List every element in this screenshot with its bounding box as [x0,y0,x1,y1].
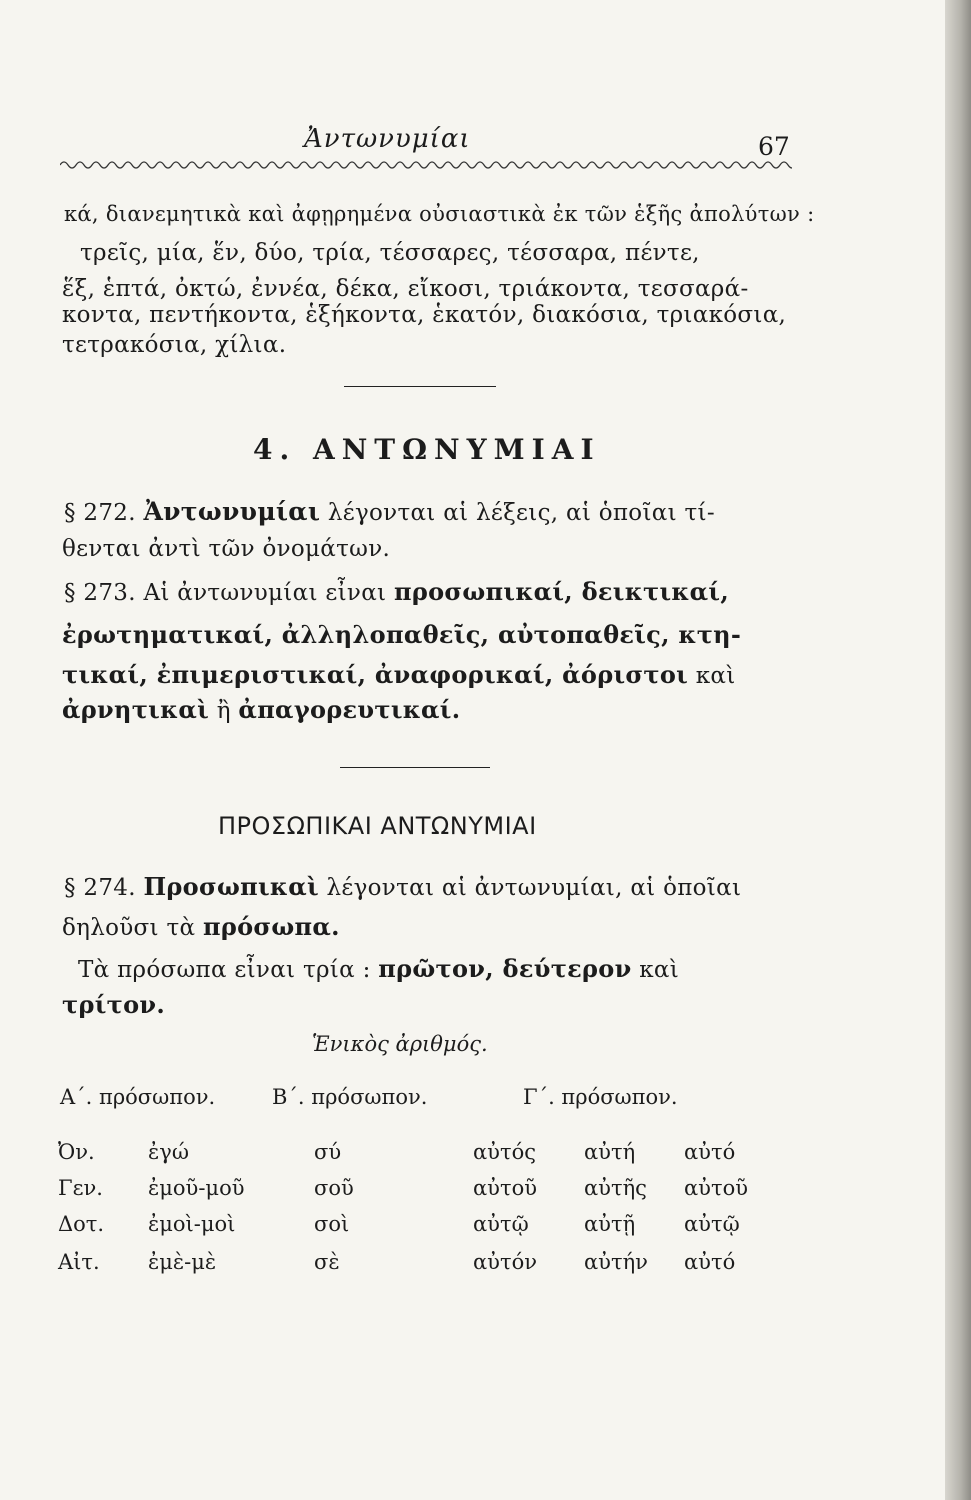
persons-line-1 [78,954,679,983]
term-bold: πρῶτον, δεύτερον [378,954,632,983]
case-label: Γεν. [58,1176,103,1200]
section-divider [340,767,490,768]
section-heading: 4. ΑΝΤΩΝΥΜΙΑΙ [253,433,601,466]
third-person-feminine: αὐτῆς [584,1176,647,1200]
third-person-masculine: αὐτόν [473,1250,537,1274]
intro-line-3: ἕξ, ἑπτά, ὀκτώ, ἐννέα, δέκα, εἴκοσι, τριάκοντα, τεσσαρά- [62,276,749,302]
paragraph-274-line-2 [62,912,340,941]
paragraph-text: δηλοῦσι τὰ [62,915,196,941]
paragraph-text: Αἱ ἀντωνυμίαι εἶναι [143,580,387,606]
term-bold: ἀπαγορευτικαί. [238,695,461,724]
column-header-second-person: Β΄. πρόσωπον. [272,1085,428,1109]
running-title: Ἀντωνυμίαι [304,124,471,154]
paragraph-273-line-2: ἐρωτηματικαί, ἀλληλοπαθεῖς, αὐτοπαθεῖς, κτη- [62,620,742,649]
third-person-feminine: αὐτήν [584,1250,648,1274]
case-label: Δοτ. [58,1212,105,1236]
third-person-neuter: αὐτό [684,1250,736,1274]
paragraph-273-line-3 [62,660,736,689]
paragraph-text: καὶ [695,663,736,689]
book-spine-shadow [945,0,971,1500]
second-person-form: σύ [314,1140,342,1164]
third-person-masculine: αὐτῷ [473,1212,529,1236]
header-rule [60,158,792,172]
case-label: Αἰτ. [58,1250,100,1274]
number-label: Ἑνικὸς ἀριθμός. [312,1032,488,1056]
third-person-masculine: αὐτός [473,1140,536,1164]
first-person-form: ἐμοὶ-μοὶ [148,1212,236,1236]
paragraph-text: λέγονται αἱ λέξεις, αἱ ὁποῖαι τί- [327,500,715,526]
paragraph-number: § 272. [64,500,136,526]
subsection-heading: ΠΡΟΣΩΠΙΚΑΙ ΑΝΤΩΝΥΜΙΑΙ [218,812,537,840]
paragraph-text: καὶ [639,957,680,983]
case-label: Ὀν. [58,1140,95,1164]
term-bold: ἀρνητικαὶ [62,695,210,724]
paragraph-272-line-2: θενται ἀντὶ τῶν ὀνομάτων. [62,536,391,562]
first-person-form: ἐμοῦ-μοῦ [148,1176,245,1200]
persons-line-2: τρίτον. [62,990,165,1019]
section-divider [344,386,496,387]
term-bold: Ἀντωνυμίαι [143,497,321,526]
intro-line-2: τρεῖς, μία, ἕν, δύο, τρία, τέσσαρες, τέσσαρα, πέντε, [80,240,700,266]
second-person-form: σοῦ [314,1176,354,1200]
paragraph-272-line-1 [64,497,715,526]
first-person-form: ἐμὲ-μὲ [148,1250,217,1274]
first-person-form: ἐγώ [148,1140,189,1164]
paragraph-text: ἢ [216,698,231,724]
third-person-neuter: αὐτό [684,1140,736,1164]
third-person-feminine: αὐτή [584,1140,636,1164]
column-header-third-person: Γ΄. πρόσωπον. [523,1085,678,1109]
term-bold: πρόσωπα. [202,912,340,941]
third-person-feminine: αὐτῇ [584,1212,636,1236]
paragraph-text: λέγονται αἱ ἀντωνυμίαι, αἱ ὁποῖαι [326,875,742,901]
third-person-masculine: αὐτοῦ [473,1176,537,1200]
paragraph-273-line-1 [64,577,729,606]
paragraph-274-line-1 [64,872,741,901]
paragraph-273-line-4 [62,695,460,724]
second-person-form: σὲ [314,1250,340,1274]
paragraph-number: § 274. [64,875,136,901]
term-bold: Προσωπικαὶ [143,872,319,901]
page-number: 67 [758,132,790,161]
intro-line-4: κοντα, πεντήκοντα, ἑξήκοντα, ἑκατόν, διακόσια, τριακόσια, [62,302,787,328]
term-bold: τικαί, ἐπιμεριστικαί, ἀναφορικαί, ἀόριστοι [62,660,689,689]
column-header-first-person: Α΄. πρόσωπον. [60,1085,216,1109]
paragraph-text: Τὰ πρόσωπα εἶναι τρία : [78,957,371,983]
intro-line-5: τετρακόσια, χίλια. [62,332,287,358]
paragraph-number: § 273. [64,580,136,606]
intro-line-1: κά, διανεμητικὰ καὶ ἀφῃρημένα οὐσιαστικὰ ἐκ τῶν ἑξῆς ἀπολύτων : [64,202,815,226]
third-person-neuter: αὐτοῦ [684,1176,748,1200]
third-person-neuter: αὐτῷ [684,1212,740,1236]
second-person-form: σοὶ [314,1212,350,1236]
term-bold: προσωπικαί, δεικτικαί, [393,577,729,606]
